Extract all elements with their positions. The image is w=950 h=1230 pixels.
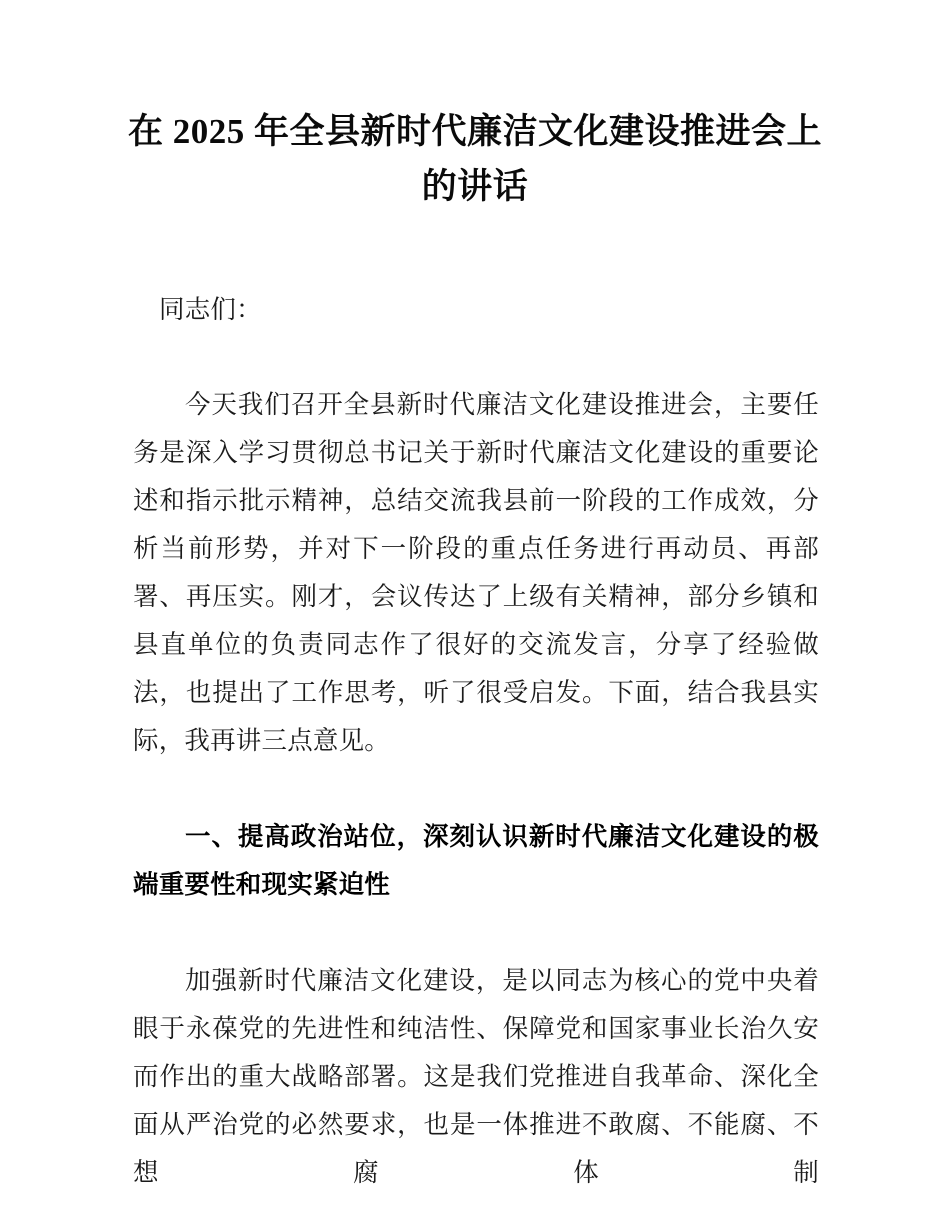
body-paragraph-1: 今天我们召开全县新时代廉洁文化建设推进会，主要任务是深入学习贯彻总书记关于新时代廉洁文化建设的重要论述和指示批示精神，总结交流我县前一阶段的工作成效，分析当前形势，并对下一阶段的重点任务进行再动员、再部署、再压实。刚才，会议传达了上级有关精神，部分乡镇和县直单位的负责同志作了很好的交流发言，分享了经验做法，也提出了工作思考，听了很受启发。下面，结合我县实际，我再讲三点意见。: [133, 390, 819, 755]
page-title-line-2: 的讲话: [421, 167, 529, 206]
page-title: [118, 104, 832, 214]
paragraph-spacer: [133, 334, 819, 381]
document-body: [133, 286, 819, 1197]
salutation-line: 同志们：: [159, 295, 262, 324]
paragraph-spacer: [133, 909, 819, 957]
section-heading-1: 一、提高政治站位，深刻认识新时代廉洁文化建设的极端重要性和现实紧迫性: [133, 823, 819, 899]
page-title-line-1: 在 2025 年全县新时代廉洁文化建设推进会上: [127, 112, 822, 151]
body-paragraph-2: 加强新时代廉洁文化建设，是以同志为核心的党中央着眼于永葆党的先进性和纯洁性、保障党和国家事业长治久安而作出的重大战略部署。这是我们党推进自我革命、深化全面从严治党的必然要求，也是一体推进不敢腐、不能腐、不想腐体制: [133, 966, 819, 1187]
paragraph-spacer: [133, 765, 819, 813]
